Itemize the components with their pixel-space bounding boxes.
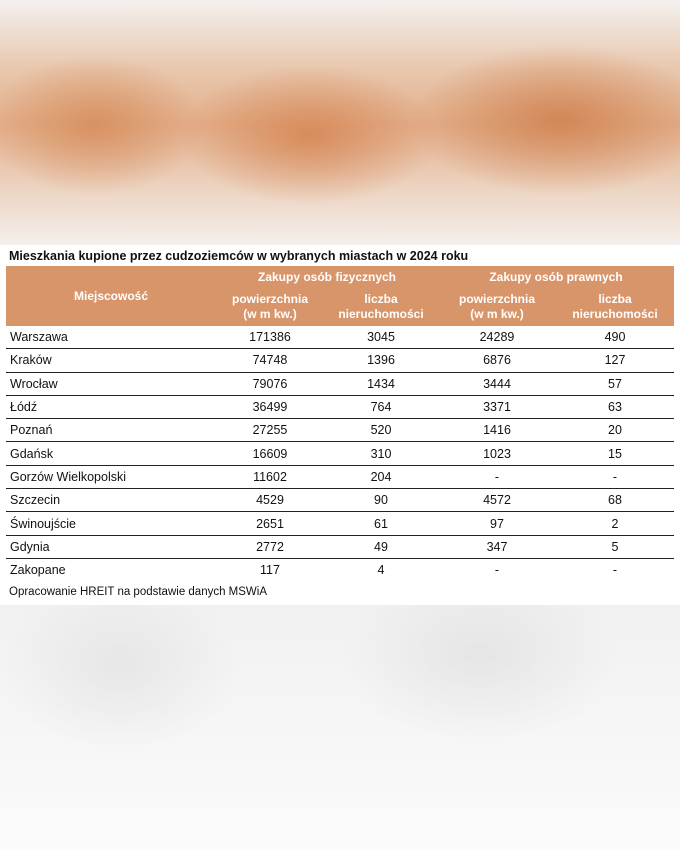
cell-fiz-area: 4529 [216,489,324,512]
cell-fiz-area: 16609 [216,442,324,465]
cell-fiz-area: 79076 [216,372,324,395]
header-fiz-area [216,288,324,326]
cell-praw-count: 20 [556,419,674,442]
data-table [6,266,674,581]
cell-praw-area: - [438,465,556,488]
cell-praw-area: 6876 [438,349,556,372]
cell-city: Gdynia [6,535,216,558]
cell-fiz-area: 74748 [216,349,324,372]
table-row [6,489,674,512]
cell-praw-area: 3444 [438,372,556,395]
cell-fiz-count: 310 [324,442,438,465]
header-fiz-count-line2: nieruchomości [338,307,424,321]
header-group-fizyczne: Zakupy osób fizycznych [216,266,438,288]
cell-praw-area: 3371 [438,395,556,418]
source-note: Opracowanie HREIT na podstawie danych MSWiA [9,586,268,598]
cell-praw-count: 68 [556,489,674,512]
cell-praw-count: 490 [556,326,674,349]
cell-city: Gorzów Wielkopolski [6,465,216,488]
cell-praw-count: 2 [556,512,674,535]
header-praw-area [438,288,556,326]
table-row [6,512,674,535]
header-group-prawne: Zakupy osób prawnych [438,266,674,288]
cell-fiz-count: 3045 [324,326,438,349]
table-header [6,266,674,326]
cell-praw-area: 1416 [438,419,556,442]
cell-fiz-count: 1396 [324,349,438,372]
cell-fiz-area: 27255 [216,419,324,442]
header-praw-area-line2: (w m kw.) [470,307,524,321]
header-praw-count-line2: nieruchomości [572,307,658,321]
blurred-background-top [0,0,680,245]
cell-city: Kraków [6,349,216,372]
header-praw-count-line1: liczba [598,292,632,306]
cell-praw-area: 347 [438,535,556,558]
header-fiz-count-line1: liczba [364,292,398,306]
cell-city: Gdańsk [6,442,216,465]
table-row [6,395,674,418]
header-praw-count [556,288,674,326]
cell-city: Szczecin [6,489,216,512]
cell-city: Zakopane [10,563,66,578]
cell-city: Łódź [6,395,216,418]
cell-praw-count: - [556,465,674,488]
cell-praw-area: 24289 [438,326,556,349]
header-fiz-area-line1: powierzchnia [231,292,308,306]
header-praw-area-line1: powierzchnia [458,292,535,306]
table-row [6,558,674,581]
cell-praw-area: - [494,563,500,578]
cell-fiz-area: 171386 [216,326,324,349]
table-row [6,465,674,488]
cell-fiz-count: 90 [324,489,438,512]
cell-city: Warszawa [6,326,216,349]
cell-praw-count: - [612,563,618,578]
cell-fiz-area: 36499 [216,395,324,418]
cell-fiz-area: 2772 [216,535,324,558]
cell-fiz-count: 204 [324,465,438,488]
header-fiz-count [324,288,438,326]
cell-fiz-count: 4 [377,563,385,578]
table-row [6,372,674,395]
cell-city: Poznań [6,419,216,442]
cell-fiz-area: 2651 [216,512,324,535]
cell-praw-count: 63 [556,395,674,418]
table-body [6,326,674,581]
cell-city: Świnoujście [6,512,216,535]
table-row [6,535,674,558]
header-fiz-area-line2: (w m kw.) [243,307,297,321]
cell-fiz-count: 764 [324,395,438,418]
cell-praw-count: 5 [556,535,674,558]
cell-praw-count: 127 [556,349,674,372]
cell-fiz-area: 11602 [216,465,324,488]
table-row [6,326,674,349]
header-city: Miejscowość [6,266,216,326]
cell-praw-area: 4572 [438,489,556,512]
cell-praw-area: 97 [438,512,556,535]
table-figure [0,245,680,605]
cell-fiz-count: 520 [324,419,438,442]
cell-praw-count: 15 [556,442,674,465]
cell-fiz-count: 61 [324,512,438,535]
table-row [6,349,674,372]
cell-fiz-count: 1434 [324,372,438,395]
cell-city: Wrocław [6,372,216,395]
blurred-background-bottom [0,605,680,850]
cell-praw-area: 1023 [438,442,556,465]
table-row [6,419,674,442]
table-row [6,442,674,465]
cell-fiz-area: 117 [260,563,280,578]
cell-praw-count: 57 [556,372,674,395]
table-title: Mieszkania kupione przez cudzoziemców w wybranych miastach w 2024 roku [9,249,469,263]
cell-fiz-count: 49 [324,535,438,558]
